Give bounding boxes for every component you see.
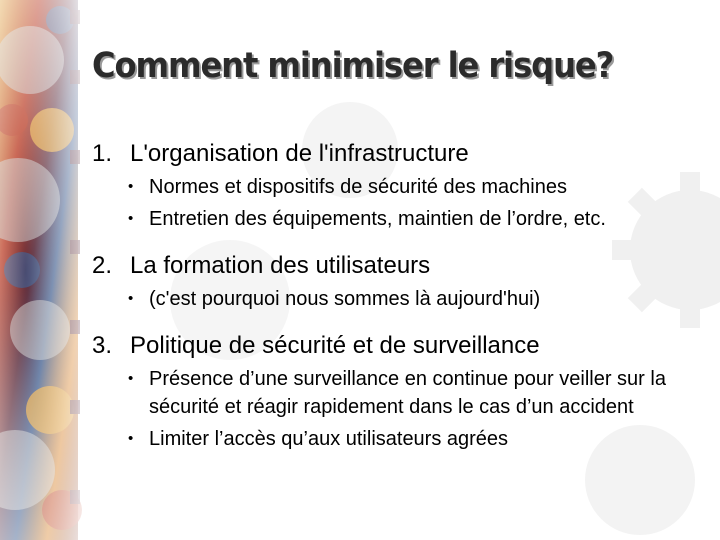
section-number: 2. bbox=[92, 252, 113, 279]
bullet-text: Présence d’une surveillance en continue pour veiller sur la sécurité et réagir rapidement dans le cas d’un accident bbox=[149, 368, 666, 418]
bullet-icon: • bbox=[128, 370, 134, 387]
bullet-text: (c'est pourquoi nous sommes là aujourd'hui) bbox=[149, 288, 541, 310]
section-number: 1. bbox=[92, 140, 113, 167]
list-item bbox=[92, 173, 702, 201]
section-policy bbox=[92, 328, 702, 453]
bullet-list bbox=[92, 365, 702, 453]
bullet-list bbox=[92, 173, 702, 233]
section-training bbox=[92, 248, 702, 313]
slide-title: Comment minimiser le risque? bbox=[92, 46, 614, 86]
section-number: 3. bbox=[92, 332, 113, 359]
bullet-icon: • bbox=[128, 430, 134, 447]
section-heading-text: La formation des utilisateurs bbox=[130, 252, 431, 279]
section-heading bbox=[92, 248, 702, 283]
bullet-text: Normes et dispositifs de sécurité des machines bbox=[149, 176, 567, 198]
slide-content bbox=[92, 136, 702, 468]
section-heading-text: Politique de sécurité et de surveillance bbox=[130, 332, 540, 359]
list-item bbox=[92, 285, 702, 313]
bullet-text: Entretien des équipements, maintien de l’ordre, etc. bbox=[149, 208, 606, 230]
bullet-icon: • bbox=[128, 210, 134, 227]
section-heading bbox=[92, 136, 702, 171]
bullet-icon: • bbox=[128, 178, 134, 195]
bullet-text: Limiter l’accès qu’aux utilisateurs agrées bbox=[149, 428, 509, 450]
list-item bbox=[92, 205, 702, 233]
list-item bbox=[92, 425, 702, 453]
section-heading bbox=[92, 328, 702, 363]
bullet-list bbox=[92, 285, 702, 313]
bullet-icon: • bbox=[128, 290, 134, 307]
list-item bbox=[92, 365, 702, 421]
section-infrastructure bbox=[92, 136, 702, 233]
section-heading-text: L'organisation de l'infrastructure bbox=[130, 140, 469, 167]
